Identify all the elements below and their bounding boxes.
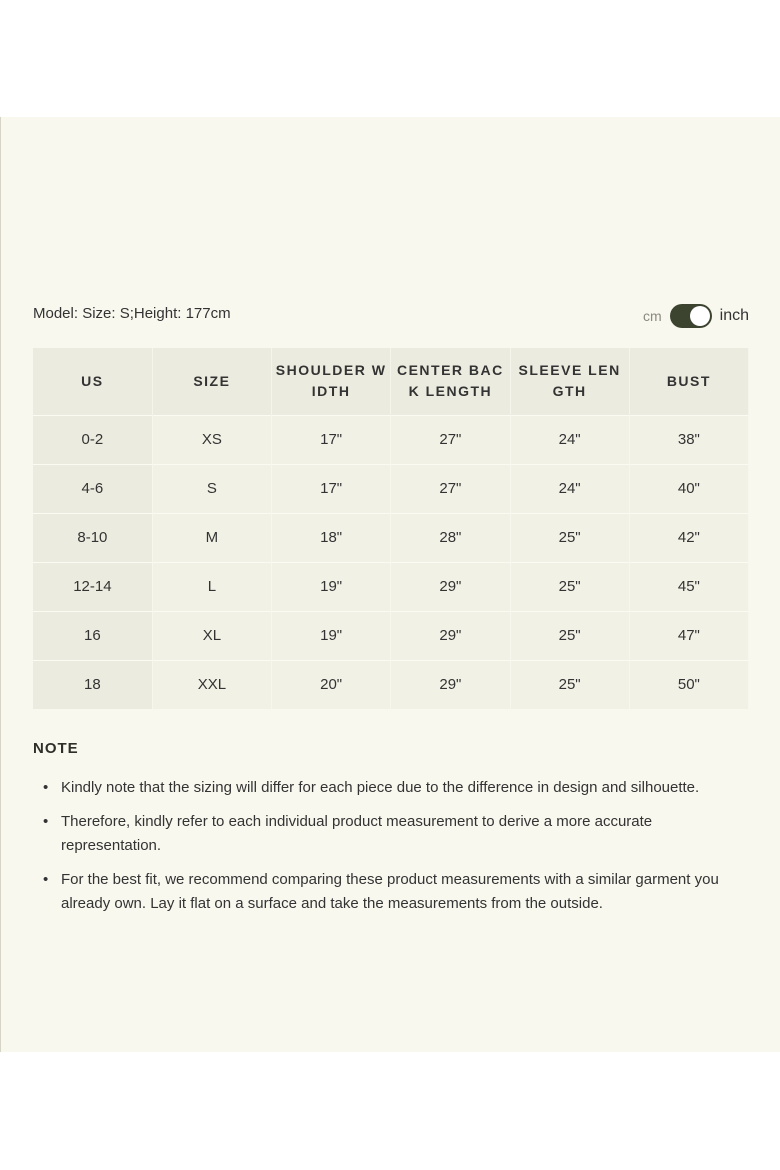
table-row — [33, 464, 749, 513]
note-list — [43, 776, 743, 926]
cell-bust: 47" — [629, 611, 748, 660]
cell-us: 18 — [33, 660, 152, 709]
note-title: NOTE — [33, 740, 79, 757]
cell-shoulder-width: 17" — [272, 464, 391, 513]
header-sleeve-length: SLEEVE LENGTH — [510, 348, 629, 415]
cell-size: L — [152, 562, 271, 611]
switch-knob — [690, 306, 710, 326]
cell-center-back-length: 29" — [391, 611, 510, 660]
cell-us: 12-14 — [33, 562, 152, 611]
header-bust: BUST — [629, 348, 748, 415]
cell-sleeve-length: 25" — [510, 513, 629, 562]
cell-shoulder-width: 19" — [272, 562, 391, 611]
bullet-icon: • — [43, 871, 49, 888]
unit-inch-label[interactable]: inch — [719, 307, 749, 324]
cell-shoulder-width: 20" — [272, 660, 391, 709]
note-text: Therefore, kindly refer to each individual product measurement to derive a more accurate representation. — [61, 813, 653, 854]
cell-size: M — [152, 513, 271, 562]
cell-sleeve-length: 25" — [510, 660, 629, 709]
cell-center-back-length: 29" — [391, 660, 510, 709]
unit-switch[interactable] — [670, 304, 712, 328]
cell-us: 0-2 — [33, 415, 152, 464]
size-guide-panel — [0, 117, 780, 1052]
table-row — [33, 660, 749, 709]
cell-bust: 50" — [629, 660, 748, 709]
cell-shoulder-width: 18" — [272, 513, 391, 562]
cell-shoulder-width: 17" — [272, 415, 391, 464]
cell-center-back-length: 29" — [391, 562, 510, 611]
unit-cm-label[interactable]: cm — [642, 308, 662, 324]
cell-size: XXL — [152, 660, 271, 709]
list-item — [43, 776, 743, 800]
cell-size: S — [152, 464, 271, 513]
cell-bust: 42" — [629, 513, 748, 562]
table-row — [33, 562, 749, 611]
note-text: Kindly note that the sizing will differ for each piece due to the difference in design and silhouette. — [61, 779, 700, 796]
cell-bust: 38" — [629, 415, 748, 464]
table-header-row — [33, 348, 749, 415]
header-shoulder-width: SHOULDER WIDTH — [272, 348, 391, 415]
note-text: For the best fit, we recommend comparing these product measurements with a similar garment you already own. Lay it flat on a surface and take the measurements from the outside. — [61, 871, 719, 912]
cell-us: 16 — [33, 611, 152, 660]
header-us: US — [33, 348, 152, 415]
table-row — [33, 415, 749, 464]
cell-size: XL — [152, 611, 271, 660]
table-row — [33, 611, 749, 660]
cell-size: XS — [152, 415, 271, 464]
unit-toggle[interactable] — [643, 303, 749, 329]
cell-center-back-length: 28" — [391, 513, 510, 562]
cell-center-back-length: 27" — [391, 464, 510, 513]
size-table — [33, 348, 749, 709]
model-info: Model: Size: S;Height: 177cm — [33, 305, 231, 322]
cell-center-back-length: 27" — [391, 415, 510, 464]
cell-us: 8-10 — [33, 513, 152, 562]
cell-sleeve-length: 25" — [510, 562, 629, 611]
cell-bust: 40" — [629, 464, 748, 513]
cell-sleeve-length: 24" — [510, 415, 629, 464]
cell-sleeve-length: 25" — [510, 611, 629, 660]
list-item — [43, 810, 743, 858]
cell-shoulder-width: 19" — [272, 611, 391, 660]
size-guide-header — [33, 303, 749, 329]
list-item — [43, 868, 743, 916]
cell-sleeve-length: 24" — [510, 464, 629, 513]
table-row — [33, 513, 749, 562]
header-center-back-length: CENTER BACK LENGTH — [391, 348, 510, 415]
cell-bust: 45" — [629, 562, 748, 611]
header-size: SIZE — [152, 348, 271, 415]
bullet-icon: • — [43, 813, 49, 830]
bullet-icon: • — [43, 779, 49, 796]
cell-us: 4-6 — [33, 464, 152, 513]
